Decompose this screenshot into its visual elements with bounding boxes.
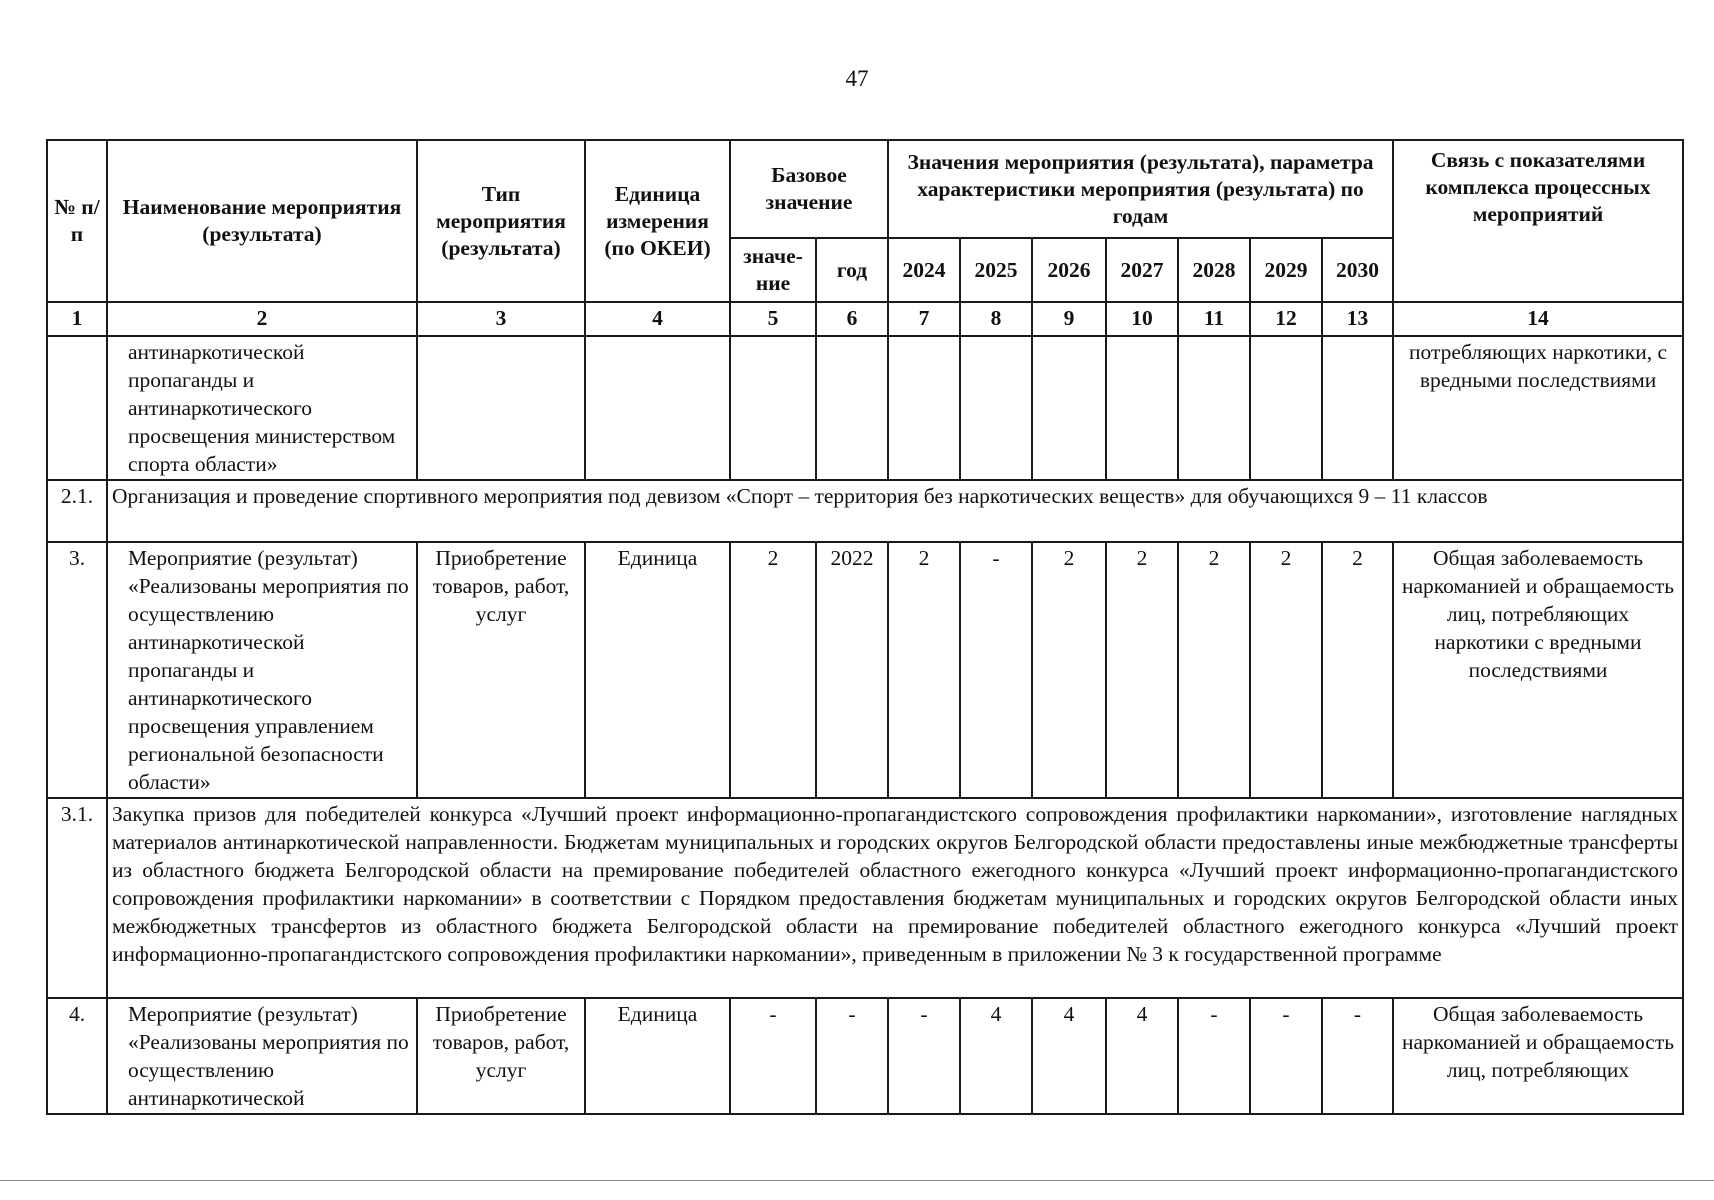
column-number: 8 <box>960 302 1032 336</box>
row-year-value: - <box>1178 998 1250 1114</box>
row-year-value <box>1032 336 1106 480</box>
column-number: 9 <box>1032 302 1106 336</box>
header-num: № п/п <box>47 140 107 302</box>
row-year-value: - <box>960 542 1032 798</box>
column-number: 10 <box>1106 302 1178 336</box>
row-num: 3.1. <box>47 798 107 998</box>
column-number: 12 <box>1250 302 1322 336</box>
row-year-value <box>1106 336 1178 480</box>
column-number: 4 <box>585 302 730 336</box>
row-base-value: 2 <box>730 542 816 798</box>
row-num <box>47 336 107 480</box>
table-row <box>47 480 1683 542</box>
row-base-year: 2022 <box>816 542 888 798</box>
table-row <box>47 998 1683 1114</box>
row-year-value: 2 <box>1250 542 1322 798</box>
header-type: Тип мероприятия (результата) <box>417 140 585 302</box>
column-number: 2 <box>107 302 417 336</box>
row-year-value <box>1178 336 1250 480</box>
row-year-value <box>1322 336 1393 480</box>
row-year-value: 4 <box>960 998 1032 1114</box>
column-number: 14 <box>1393 302 1683 336</box>
row-year-value: - <box>888 998 960 1114</box>
header-year-2025: 2025 <box>960 238 1032 302</box>
page-number: 47 <box>845 66 869 91</box>
header-year-2026: 2026 <box>1032 238 1106 302</box>
row-year-value: - <box>1250 998 1322 1114</box>
column-number: 3 <box>417 302 585 336</box>
row-name: антинаркотической пропаганды и антинаркотического просвещения министерством спорта области» <box>107 336 417 480</box>
header-base-value: значе-ние <box>730 238 816 302</box>
row-year-value: 2 <box>1178 542 1250 798</box>
header-year-2028: 2028 <box>1178 238 1250 302</box>
row-link: потребляющих наркотики, с вредными последствиями <box>1393 336 1683 480</box>
row-link: Общая заболеваемость наркоманией и обращаемость лиц, потребляющих наркотики с вредными последствиями <box>1393 542 1683 798</box>
column-number: 13 <box>1322 302 1393 336</box>
measures-table <box>46 139 1684 1115</box>
table-row <box>47 336 1683 480</box>
row-unit: Единица <box>585 542 730 798</box>
header-year-2027: 2027 <box>1106 238 1178 302</box>
row-type: Приобретение товаров, работ, услуг <box>417 542 585 798</box>
header-values-by-year: Значения мероприятия (результата), параметра характеристики мероприятия (результата) по годам <box>888 140 1393 238</box>
header-base: Базовое значение <box>730 140 888 238</box>
header-link: Связь с показателями комплекса процессных мероприятий <box>1393 140 1683 302</box>
row-year-value: 4 <box>1032 998 1106 1114</box>
row-num: 3. <box>47 542 107 798</box>
row-base-value <box>730 336 816 480</box>
row-year-value <box>1250 336 1322 480</box>
row-num: 4. <box>47 998 107 1114</box>
row-base-value: - <box>730 998 816 1114</box>
row-year-value: 2 <box>1106 542 1178 798</box>
row-name: Мероприятие (результат) «Реализованы мероприятия по осуществлению антинаркотической пропаганды и антинаркотического просвещения управлением региональной безопасности области» <box>107 542 417 798</box>
scan-edge-line <box>0 1180 1714 1181</box>
header-name: Наименование мероприятия (результата) <box>107 140 417 302</box>
table-row <box>47 798 1683 998</box>
column-numbers-row <box>47 302 1683 336</box>
row-unit: Единица <box>585 998 730 1114</box>
header-year-2029: 2029 <box>1250 238 1322 302</box>
header-year-2024: 2024 <box>888 238 960 302</box>
row-year-value: - <box>1322 998 1393 1114</box>
row-year-value: 4 <box>1106 998 1178 1114</box>
row-type: Приобретение товаров, работ, услуг <box>417 998 585 1114</box>
row-year-value <box>960 336 1032 480</box>
header-unit: Единица измерения (по ОКЕИ) <box>585 140 730 302</box>
column-number: 11 <box>1178 302 1250 336</box>
row-description: Закупка призов для победителей конкурса «Лучший проект информационно-пропагандистского сопровождения профилактики наркомании», изготовление наглядных материалов антинаркотической направленности. Бюджетам муниципальных и городских округов Белгородской области предоставлены иные межбюджетные трансферты из областного бюджета Белгородской области на премирование победителей областного ежегодного конкурса «Лучший проект информационно-пропагандистского сопровождения профилактики наркомании» в соответствии с Порядком предоставления бюджетам муниципальных и городских округов Белгородской области иных межбюджетных трансфертов из областного бюджета Белгородской области на премирование победителей областного ежегодного конкурса «Лучший проект информационно-пропагандистского сопровождения профилактики наркомании», приведенным в приложении № 3 к государственной программе <box>107 798 1683 998</box>
row-base-year <box>816 336 888 480</box>
row-year-value: 2 <box>1032 542 1106 798</box>
header-base-year: год <box>816 238 888 302</box>
row-link: Общая заболеваемость наркоманией и обращаемость лиц, потребляющих <box>1393 998 1683 1114</box>
row-description: Организация и проведение спортивного мероприятия под девизом «Спорт – территория без наркотических веществ» для обучающихся 9 – 11 классов <box>107 480 1683 542</box>
row-type <box>417 336 585 480</box>
column-number: 5 <box>730 302 816 336</box>
column-number: 6 <box>816 302 888 336</box>
table-row <box>47 542 1683 798</box>
header-year-2030: 2030 <box>1322 238 1393 302</box>
row-num: 2.1. <box>47 480 107 542</box>
row-name: Мероприятие (результат) «Реализованы мероприятия по осуществлению антинаркотической <box>107 998 417 1114</box>
row-year-value <box>888 336 960 480</box>
row-base-year: - <box>816 998 888 1114</box>
row-unit <box>585 336 730 480</box>
column-number: 1 <box>47 302 107 336</box>
row-year-value: 2 <box>1322 542 1393 798</box>
row-year-value: 2 <box>888 542 960 798</box>
table-header <box>47 140 1683 302</box>
column-number: 7 <box>888 302 960 336</box>
